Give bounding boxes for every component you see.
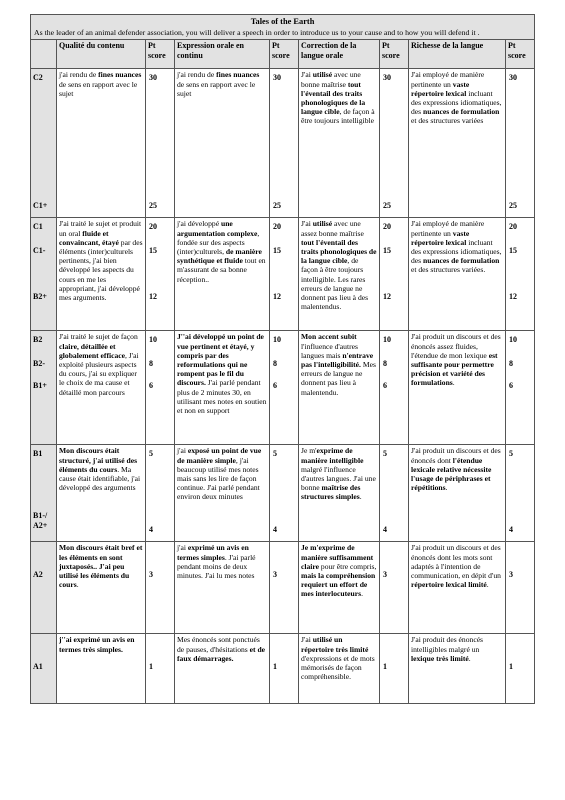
rubric-sheet [30, 14, 534, 704]
score-cell [146, 542, 175, 634]
header-score-3: Pt score [380, 40, 409, 69]
score-value: 3 [273, 570, 277, 580]
score-value: 6 [149, 381, 153, 391]
score-value: 4 [149, 525, 153, 535]
score-value: 20 [383, 222, 391, 232]
header-oral-expression: Expression orale en continu [175, 40, 270, 69]
score-value: 5 [273, 449, 277, 459]
score-value: 15 [509, 246, 517, 256]
score-value: 1 [383, 662, 387, 672]
rubric-row [31, 542, 535, 634]
score-value: 3 [383, 570, 387, 580]
level-cell [31, 634, 57, 704]
criterion-cell: J'ai utilisé avec une assez bonne maîtrise tout l'éventail des traits phonologiques de la langue cible, de façon à être toujours intelligible. Les rares erreurs de langue ne donnent pas lieu à des malentendus. [299, 218, 380, 331]
level-label: A2 [33, 570, 43, 580]
score-value: 25 [149, 201, 157, 211]
header-language-richness: Richesse de la langue [409, 40, 506, 69]
score-cell [270, 445, 299, 542]
level-label: B1 [33, 449, 43, 459]
score-value: 6 [383, 381, 387, 391]
score-cell [146, 69, 175, 218]
score-value: 20 [273, 222, 281, 232]
score-cell [146, 445, 175, 542]
score-value: 5 [383, 449, 387, 459]
level-label: B2- [33, 359, 45, 369]
rubric-row [31, 69, 535, 218]
score-value: 1 [509, 662, 513, 672]
level-label: C1- [33, 246, 46, 256]
score-value: 8 [149, 359, 153, 369]
score-cell [270, 218, 299, 331]
score-cell [146, 634, 175, 704]
score-cell [380, 542, 409, 634]
header-score-1: Pt score [146, 40, 175, 69]
criterion-cell: J'ai employé de manière pertinente un vaste répertoire lexical incluant des expressions idiomatiques, des nuances de formulation et des structures variées. [409, 218, 506, 331]
level-cell [31, 69, 57, 218]
criterion-cell: j'ai développé une argumentation complexe, fondée sur des aspects (inter)culturels, de manière synthétique et fluide tout en m'assurant de sa bonne réception.. [175, 218, 270, 331]
criterion-cell: J'ai utilisé un répertoire très limité d'expressions et de mots mémorisés de façon compréhensible. [299, 634, 380, 704]
page-title: Tales of the Earth [250, 17, 315, 26]
score-value: 30 [383, 73, 391, 83]
score-cell [506, 218, 535, 331]
score-cell [380, 634, 409, 704]
level-label: B2 [33, 335, 43, 345]
rubric-row [31, 634, 535, 704]
score-cell [270, 69, 299, 218]
score-value: 12 [273, 292, 281, 302]
criterion-cell: j'ai rendu de fines nuances de sens en rapport avec le sujet [175, 69, 270, 218]
rubric-body [31, 69, 535, 704]
criterion-cell: J'ai utilisé avec une bonne maîtrise tout l'éventail des traits phonologiques de la langue cible, de façon à être toujours intelligible [299, 69, 380, 218]
criterion-cell: J'ai employé de manière pertinente un vaste répertoire lexical incluant des expressions idiomatiques, des nuances de formulation et des structures variées [409, 69, 506, 218]
score-cell [506, 69, 535, 218]
score-value: 15 [273, 246, 281, 256]
intro-text: As the leader of an animal defender association, you will deliver a speech in order to introduce us to your cause and to how you will defend it . [34, 28, 480, 37]
score-cell [270, 634, 299, 704]
score-value: 25 [383, 201, 391, 211]
rubric-table [30, 14, 535, 704]
header-content-quality: Qualité du contenu [57, 40, 146, 69]
title-cell [31, 15, 535, 40]
score-value: 8 [273, 359, 277, 369]
score-cell [270, 542, 299, 634]
level-label: C1 [33, 222, 43, 232]
score-value: 12 [509, 292, 517, 302]
header-language-correctness: Correction de la langue orale [299, 40, 380, 69]
criterion-cell: J'ai produit un discours et des énoncés assez fluides, l'étendue de mon lexique est suffisante pour permettre précision et variété des formulations. [409, 331, 506, 445]
score-value: 6 [273, 381, 277, 391]
header-level [31, 40, 57, 69]
score-value: 10 [149, 335, 157, 345]
score-value: 5 [149, 449, 153, 459]
score-value: 15 [383, 246, 391, 256]
criterion-cell: J'ai produit des énoncés intelligibles malgré un lexique très limité. [409, 634, 506, 704]
criterion-cell: J'ai traité le sujet et produit un oral fluide et convaincant, étayé par des éléments (inter)culturels pertinents, j'ai bien développé les aspects du cours en me les appropriant, j'ai développé mes arguments. [57, 218, 146, 331]
score-cell [506, 542, 535, 634]
score-value: 30 [509, 73, 517, 83]
score-value: 1 [273, 662, 277, 672]
score-cell [146, 331, 175, 445]
header-score-4: Pt score [506, 40, 535, 69]
score-cell [380, 218, 409, 331]
score-cell [506, 331, 535, 445]
score-value: 12 [149, 292, 157, 302]
score-value: 20 [509, 222, 517, 232]
score-value: 30 [149, 73, 157, 83]
rubric-row [31, 445, 535, 542]
level-cell [31, 445, 57, 542]
score-cell [506, 445, 535, 542]
score-value: 25 [509, 201, 517, 211]
score-value: 8 [383, 359, 387, 369]
score-value: 6 [509, 381, 513, 391]
header-score-2: Pt score [270, 40, 299, 69]
score-value: 8 [509, 359, 513, 369]
criterion-cell: Mon discours était structuré, j'ai utilisé des éléments du cours. Ma cause était identifiable, j'ai développé des arguments [57, 445, 146, 542]
score-value: 1 [149, 662, 153, 672]
criterion-cell: Je m'exprime de manière intelligible malgré l'influence d'autres langues. J'ai une bonne maîtrise des structures simples. [299, 445, 380, 542]
level-label: C1+ [33, 201, 48, 211]
level-label: B2+ [33, 292, 47, 302]
score-value: 10 [383, 335, 391, 345]
level-label: B1-/ A2+ [33, 511, 48, 530]
rubric-row [31, 331, 535, 445]
criterion-cell: Je m'exprime de manière suffisamment claire pour être compris, mais la compréhension requiert un effort de mes interlocuteurs. [299, 542, 380, 634]
score-cell [380, 331, 409, 445]
score-value: 4 [383, 525, 387, 535]
level-label: B1+ [33, 381, 47, 391]
score-value: 4 [273, 525, 277, 535]
criterion-cell: J''ai développé un point de vue pertinent et étayé, y compris par des reformulations qui ne rompent pas le fil du discours. J'ai parlé pendant plus de 2 minutes 30, en utilisant mes notes en soutien et non en support [175, 331, 270, 445]
score-value: 3 [509, 570, 513, 580]
level-cell [31, 542, 57, 634]
criterion-cell: j'ai exprimé un avis en termes simples. J'ai parlé pendant moins de deux minutes. J'ai lu mes notes [175, 542, 270, 634]
score-value: 5 [509, 449, 513, 459]
score-value: 3 [149, 570, 153, 580]
rubric-row [31, 218, 535, 331]
score-cell [380, 69, 409, 218]
score-value: 12 [383, 292, 391, 302]
score-value: 20 [149, 222, 157, 232]
score-value: 25 [273, 201, 281, 211]
score-value: 15 [149, 246, 157, 256]
level-label: A1 [33, 662, 43, 672]
criterion-cell: j'ai rendu de fines nuances de sens en rapport avec le sujet [57, 69, 146, 218]
score-value: 10 [509, 335, 517, 345]
level-cell [31, 218, 57, 331]
score-cell [146, 218, 175, 331]
score-cell [270, 331, 299, 445]
criterion-cell: Mes énoncés sont ponctués de pauses, d'hésitations et de faux démarrages. [175, 634, 270, 704]
score-value: 30 [273, 73, 281, 83]
criterion-cell: Mon discours était bref et les éléments en sont juxtaposés.. J'ai peu utilisé les éléments du cours. [57, 542, 146, 634]
score-value: 10 [273, 335, 281, 345]
criterion-cell: J'ai traité le sujet de façon claire, détaillée et globalement efficace, J'ai exploité plusieurs aspects du cours, j'ai su expliquer le choix de ma cause et détaillé mon parcours [57, 331, 146, 445]
level-label: C2 [33, 73, 43, 83]
score-value: 4 [509, 525, 513, 535]
level-cell [31, 331, 57, 445]
score-cell [506, 634, 535, 704]
criterion-cell: j'ai exposé un point de vue de manière simple, j'ai beaucoup utilisé mes notes mais sans les lire de façon continue. J'ai parlé pendant environ deux minutes [175, 445, 270, 542]
criterion-cell: j''ai exprimé un avis en termes très simples. [57, 634, 146, 704]
criterion-cell: J'ai produit un discours et des énoncés dont les mots sont adaptés à l'intention de communication, en dépit d'un répertoire lexical limité. [409, 542, 506, 634]
criterion-cell: J'ai produit un discours et des énoncés dont l'étendue lexicale relative nécessite l'usage de périphrases et répétitions. [409, 445, 506, 542]
criterion-cell: Mon accent subit l'influence d'autres langues mais n'entrave pas l'intelligibilité. Mes erreurs de langue ne donnent pas lieu à malentendu. [299, 331, 380, 445]
score-cell [380, 445, 409, 542]
